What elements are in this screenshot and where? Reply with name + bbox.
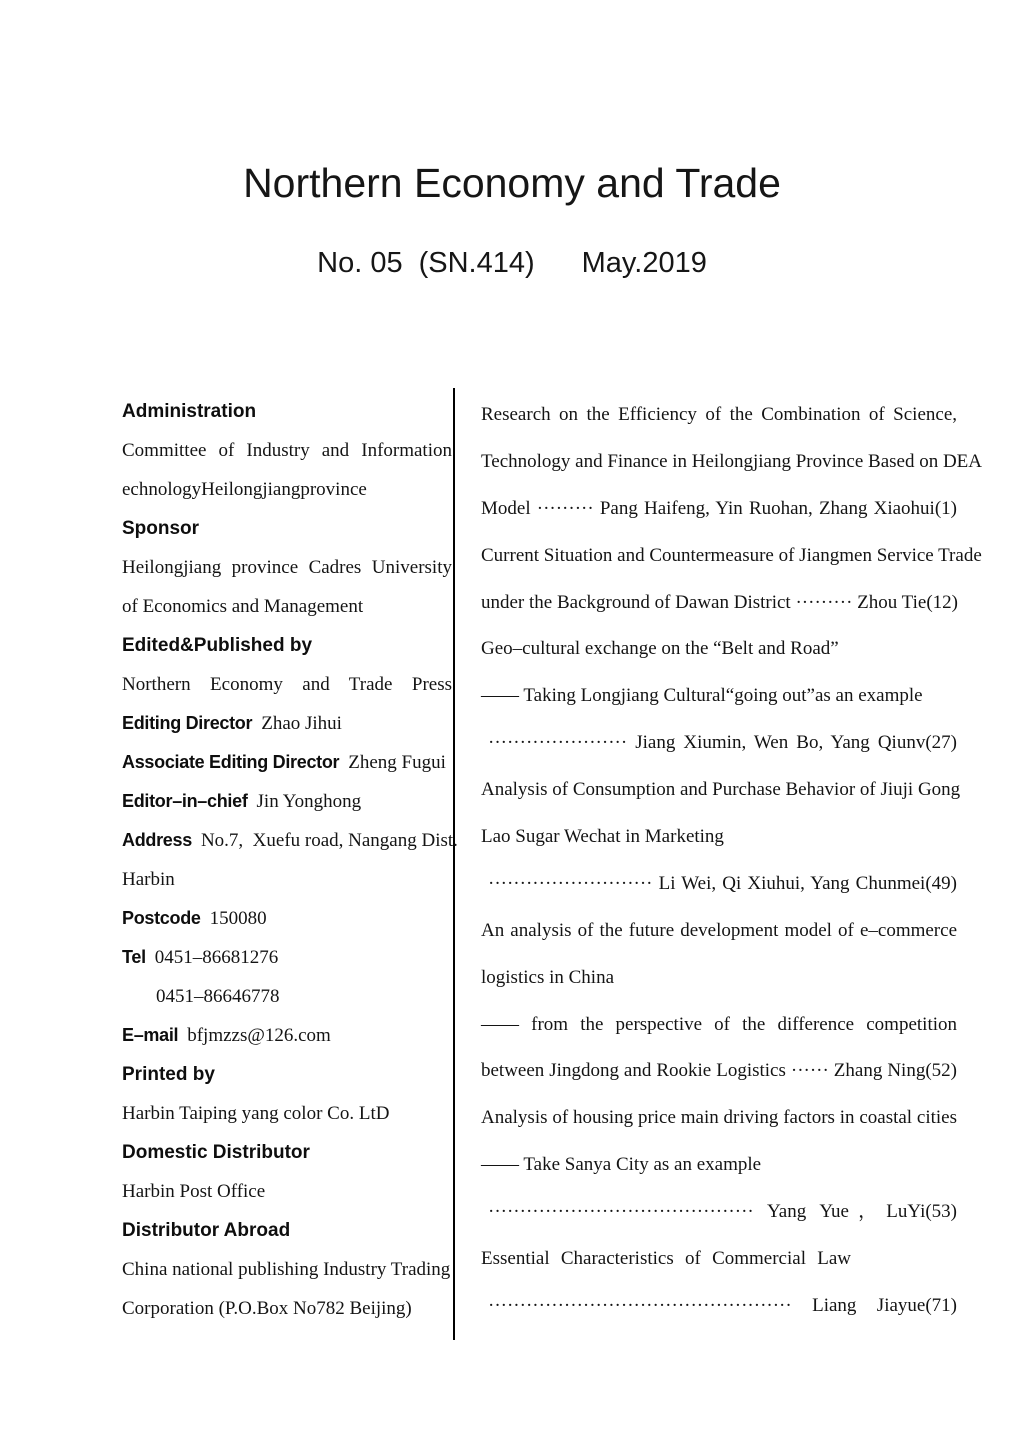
email-label: E–mail (122, 1025, 179, 1045)
tel-line (122, 938, 452, 977)
domestic-distributor-line: Harbin Post Office (122, 1181, 266, 1202)
toc-line: ······················ Jiang Xiumin, Wen Bo, Yang Qiunv(27) (488, 732, 957, 754)
toc-line: Lao Sugar Wechat in Marketing (481, 826, 724, 848)
address-value: No.7, Xuefu road, Nangang Dist. (200, 830, 458, 851)
address-line (122, 821, 458, 860)
distributor-abroad-line-2: Corporation (P.O.Box No782 Beijing) (122, 1298, 412, 1319)
editor-in-chief-name: Jin Yonghong (256, 791, 362, 812)
section-heading-edited-published-by: Edited&Published by (122, 635, 313, 656)
issue-line (0, 249, 1024, 278)
postcode-value: 150080 (209, 908, 267, 929)
editor-in-chief-label: Editor–in–chief (122, 791, 248, 811)
address-line-2: Harbin (122, 869, 175, 890)
tel-value-1: 0451–86681276 (154, 947, 279, 968)
section-heading-distributor-abroad: Distributor Abroad (122, 1220, 291, 1241)
issue-serial: (SN.414) (418, 247, 535, 279)
editing-director-label: Editing Director (122, 713, 253, 733)
toc-line: Geo–cultural exchange on the “Belt and Road” (481, 638, 839, 660)
toc-line: Essential Characteristics of Commercial Law (481, 1248, 851, 1270)
toc-line: logistics in China (481, 966, 614, 988)
toc-line: Analysis of Consumption and Purchase Behavior of Jiuji Gong (481, 779, 961, 801)
postcode-label: Postcode (122, 908, 201, 928)
sponsor-line: of Economics and Management (122, 596, 364, 617)
section-heading-sponsor: Sponsor (122, 518, 200, 539)
section-heading-printed-by: Printed by (122, 1064, 215, 1085)
administration-line: Committee of Industry and Information (122, 440, 452, 461)
editor-in-chief-line (122, 782, 452, 821)
toc-line: Model ········· Pang Haifeng, Yin Ruohan, Zhang Xiaohui(1) (481, 497, 957, 519)
address-label: Address (122, 830, 192, 850)
section-heading-administration: Administration (122, 401, 257, 422)
associate-editing-director-name: Zheng Fugui (348, 752, 446, 773)
toc-line: Current Situation and Countermeasure of Jiangmen Service Trade (481, 544, 982, 566)
table-of-contents-column (481, 392, 983, 1330)
journal-title: Northern Economy and Trade (243, 160, 781, 206)
toc-line: —— Take Sanya City as an example (481, 1154, 762, 1176)
toc-line: —— Taking Longjiang Cultural“going out”as an example (481, 685, 923, 707)
toc-line: —— from the perspective of the difference competition (481, 1013, 957, 1035)
publisher-line: Northern Economy and Trade Press (122, 674, 452, 695)
toc-line: between Jingdong and Rookie Logistics ······ Zhang Ning(52) (481, 1060, 957, 1082)
tel-value-2: 0451–86646778 (156, 986, 280, 1007)
associate-editing-director-line (122, 743, 452, 782)
toc-line: Research on the Efficiency of the Combination of Science, (481, 404, 957, 425)
toc-line: ·························· Li Wei, Qi Xiuhui, Yang Chunmei(49) (488, 872, 957, 894)
editing-director-name: Zhao Jihui (261, 713, 342, 734)
toc-line: Analysis of housing price main driving factors in coastal cities (481, 1107, 957, 1129)
issue-number: No. 05 (317, 247, 403, 279)
toc-line: ·········································· Yang Yue，LuYi(53) (488, 1201, 957, 1223)
issue-date: May.2019 (581, 247, 707, 279)
distributor-abroad-line: China national publishing Industry Trading (122, 1259, 451, 1280)
toc-line: An analysis of the future development model of e–commerce (481, 919, 957, 941)
toc-line: under the Background of Dawan District ········· Zhou Tie(12) (481, 591, 958, 613)
printer-line: Harbin Taiping yang color Co. LtD (122, 1103, 390, 1124)
toc-line: Technology and Finance in Heilongjiang Province Based on DEA (481, 450, 983, 472)
publication-info-column (122, 392, 458, 1328)
email-value: bfjmzzs@126.com (187, 1025, 331, 1046)
section-heading-domestic-distributor: Domestic Distributor (122, 1142, 310, 1163)
toc-line: ················································ Liang Jiayue(71) (488, 1294, 957, 1316)
tel-label: Tel (122, 947, 146, 967)
postcode-line (122, 899, 452, 938)
email-line (122, 1016, 452, 1055)
column-divider (453, 388, 455, 1340)
administration-line: echnologyHeilongjiangprovince (122, 479, 367, 500)
associate-editing-director-label: Associate Editing Director (122, 752, 340, 772)
editing-director-line (122, 704, 452, 743)
sponsor-line: Heilongjiang province Cadres University (122, 557, 452, 578)
